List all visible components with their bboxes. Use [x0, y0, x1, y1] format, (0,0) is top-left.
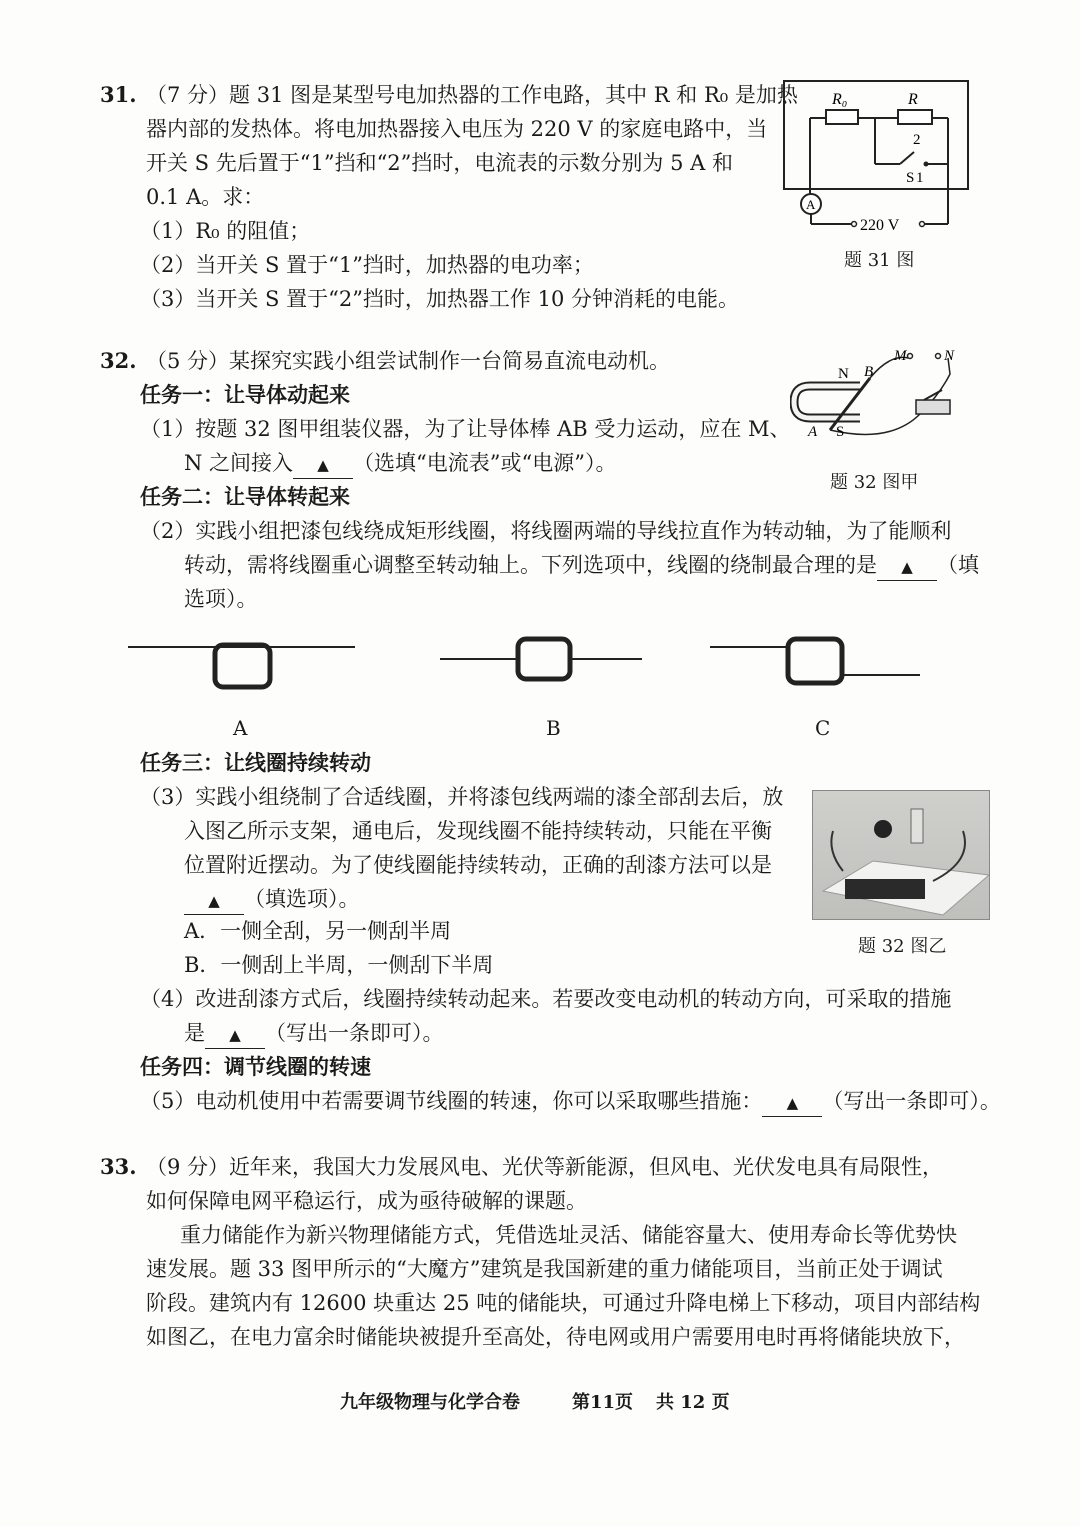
- q32-task2: 任务二：让导体转起来: [140, 484, 350, 509]
- coil-label-b: B: [546, 716, 561, 740]
- r-label: R: [908, 91, 918, 108]
- r0-resistor: [826, 110, 858, 124]
- rod-b-label: B: [864, 364, 874, 380]
- q32-s3d: ▲ （填选项）。: [184, 882, 360, 916]
- q32-task1: 任务一：让导体动起来: [140, 382, 350, 407]
- q31-circuit-diagram: [780, 76, 975, 236]
- q31-number: 31.: [100, 82, 137, 107]
- q31-figure-caption: 题 31 图: [844, 250, 915, 271]
- r-resistor: [898, 110, 932, 124]
- q32-task3: 任务三：让线圈持续转动: [140, 750, 371, 775]
- q32-s3b: 入图乙所示支架，通电后，发现线圈不能持续转动，只能在平衡: [184, 819, 772, 843]
- q31-line2: 器内部的发热体。将电加热器接入电压为 220 V 的家庭电路中，当: [146, 117, 768, 141]
- q32-figure-jia-caption: 题 32 图甲: [830, 472, 919, 493]
- q32-s1b: N 之间接入 ▲ （选填“电流表”或“电源”）。: [184, 446, 617, 480]
- footer-page-number: 第11页: [572, 1392, 634, 1413]
- magnet-n-label: N: [838, 366, 849, 382]
- q32-number: 32.: [100, 348, 137, 373]
- q32-s1a: （1）按题 32 图甲组装仪器，为了让导体棒 AB 受力运动，应在 M、: [140, 417, 791, 441]
- answer-blank-1[interactable]: ▲: [293, 452, 353, 479]
- r0-label: R₀: [832, 91, 848, 108]
- q32-s3c: 位置附近摆动。为了使线圈能持续转动，正确的刮漆方法可以是: [184, 853, 772, 877]
- q32-figure-jia: [790, 344, 970, 444]
- q33-line1: （9 分）近年来，我国大力发展风电、光伏等新能源，但风电、光伏发电具有局限性，: [146, 1155, 944, 1179]
- magnet-s-label: S: [836, 424, 845, 440]
- q32-option-b: B．一侧刮上半周，一侧刮下半周: [184, 953, 494, 977]
- footer-title: 九年级物理与化学合卷: [340, 1392, 520, 1413]
- q31-line1: （7 分）题 31 图是某型号电加热器的工作电路，其中 R 和 R₀ 是加热: [146, 83, 798, 107]
- q31-sub2: （2）当开关 S 置于“1”挡时，加热器的电功率；: [140, 253, 594, 277]
- coil-label-a: A: [233, 716, 248, 740]
- q33-number: 33.: [100, 1154, 137, 1179]
- voltage-label: 220 V: [860, 217, 900, 234]
- q31-sub1: （1）R₀ 的阻值；: [140, 219, 311, 243]
- q33-para4: 如图乙，在电力富余时储能块被提升至高处，待电网或用户需要用电时再将储能块放下，: [146, 1325, 965, 1349]
- switch-label: S: [906, 170, 915, 186]
- q32-figure-yi-photo: [812, 790, 990, 920]
- q32-s2c: 选项）。: [184, 587, 258, 611]
- coil-option-c: [710, 639, 920, 683]
- q32-s3a: （3）实践小组绕制了合适线圈，并将漆包线两端的漆全部刮去后，放: [140, 785, 784, 809]
- q32-s5: （5）电动机使用中若需要调节线圈的转速，你可以采取哪些措施： ▲ （写出一条即可）。: [140, 1084, 1001, 1118]
- coil-label-c: C: [815, 716, 831, 740]
- q31-line4: 0.1 A。求：: [146, 185, 265, 209]
- q32-option-a: A．一侧全刮，另一侧刮半周: [184, 919, 452, 943]
- footer-total-pages: 共 12 页: [656, 1392, 730, 1413]
- q31-line3: 开关 S 先后置于“1”挡和“2”挡时，电流表的示数分别为 5 A 和: [146, 151, 733, 175]
- q33-para1: 重力储能作为新兴物理储能方式，凭借选址灵活、储能容量大、使用寿命长等优势快: [180, 1223, 957, 1247]
- q31-sub3: （3）当开关 S 置于“2”挡时，加热器工作 10 分钟消耗的电能。: [140, 287, 740, 311]
- motor-apparatus-image: [813, 791, 989, 919]
- coil-option-a: [128, 645, 355, 687]
- q32-task4: 任务四：调节线圈的转速: [140, 1054, 371, 1079]
- switch-pos1-label: 1: [916, 170, 924, 186]
- q32-s4a: （4）改进刮漆方式后，线圈持续转动起来。若要改变电动机的转动方向，可采取的措施: [140, 987, 952, 1011]
- terminal-m-label: M: [894, 348, 907, 364]
- q33-para3: 阶段。建筑内有 12600 块重达 25 吨的储能块，可通过升降电梯上下移动，项目内部结构: [146, 1291, 981, 1315]
- rod-a-label: A: [808, 424, 818, 440]
- switch-pos2-label: 2: [913, 132, 921, 148]
- terminal-n-label: N: [944, 348, 955, 364]
- answer-blank-5[interactable]: ▲: [762, 1090, 822, 1117]
- q32-s2a: （2）实践小组把漆包线绕成矩形线圈，将线圈两端的导线拉直作为转动轴，为了能顺利: [140, 519, 952, 543]
- q33-para2: 速发展。题 33 图甲所示的“大魔方”建筑是我国新建的重力储能项目，当前正处于调试: [146, 1257, 943, 1281]
- answer-blank-3[interactable]: ▲: [184, 888, 244, 915]
- q32-intro: （5 分）某探究实践小组尝试制作一台简易直流电动机。: [146, 349, 671, 373]
- q33-line2: 如何保障电网平稳运行，成为亟待破解的课题。: [146, 1189, 587, 1213]
- ammeter-label: A: [806, 197, 816, 212]
- coil-option-b: [440, 639, 642, 679]
- q32-figure-yi-caption: 题 32 图乙: [858, 936, 947, 957]
- q32-s4b: 是 ▲ （写出一条即可）。: [184, 1016, 444, 1050]
- q32-s2b: 转动，需将线圈重心调整至转动轴上。下列选项中，线圈的绕制最合理的是 ▲ （填: [184, 548, 979, 582]
- coil-options-figure: [120, 625, 970, 705]
- answer-blank-4[interactable]: ▲: [205, 1022, 265, 1049]
- answer-blank-2[interactable]: ▲: [877, 554, 937, 581]
